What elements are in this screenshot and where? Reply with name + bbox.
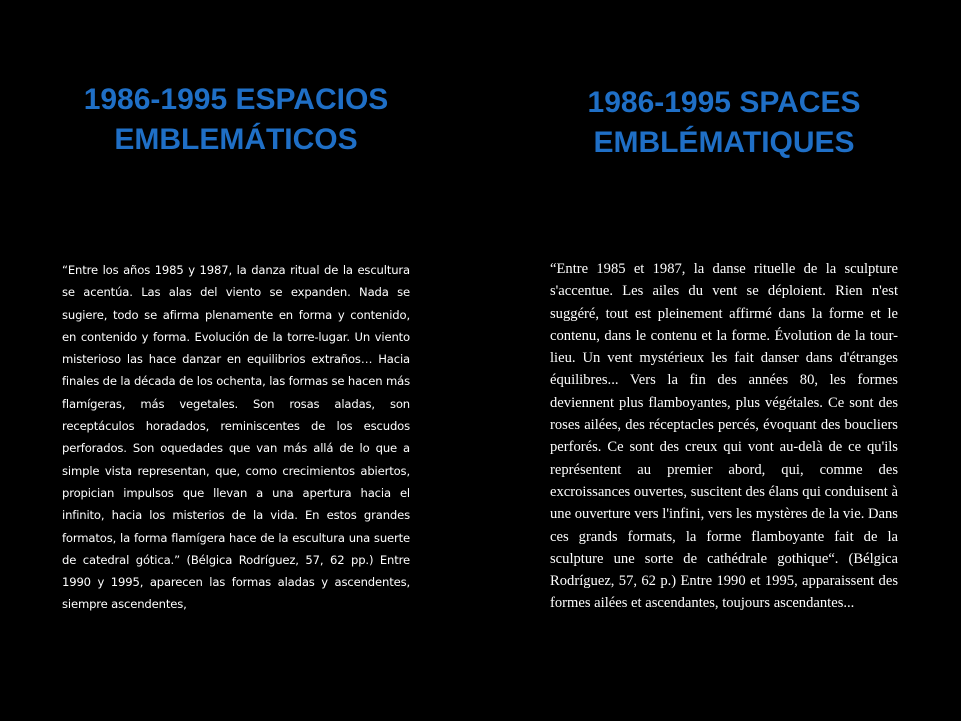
french-title: 1986-1995 SPACES EMBLÉMATIQUES bbox=[587, 86, 861, 159]
spanish-title: 1986-1995 ESPACIOS EMBLEMÁTICOS bbox=[83, 83, 389, 156]
french-body-text: “Entre 1985 et 1987, la danse rituelle de la sculpture s'accentue. Les ailes du vent se déploient. Rien n'est suggéré, tout est pleinement affirmé dans la forme et le contenu, dans le contenu et la forme. Évolution de la tour-lieu. Un vent mystérieux les fait danser dans d'étranges équilibres... Vers la fin des années 80, les formes deviennent plus flamboyantes, plus végétales. Ce sont des roses ailées, des réceptacles percés, évoquant des boucliers perforés. Ce sont des creux qui vont au-delà de ce qu'ils représentent au premier abord, qui, comme des excroissances ouvertes, suscitent des élans qui conduisent à une ouverture vers l'infini, vers les mystères de la vie. Dans ces grands formats, la forme flamboyante fait de la sculpture une sorte de cathédrale gothique“. (Bélgica Rodríguez, 57, 62 p.) Entre 1990 et 1995, apparaissent des formes ailées et ascendantes, toujours ascendantes... bbox=[550, 261, 898, 612]
spanish-body-text: “Entre los años 1985 y 1987, la danza ritual de la escultura se acentúa. Las alas del viento se expanden. Nada se sugiere, todo se afirma plenamente en forma y contenido, en contenido y forma. Evolución de la torre-lugar. Un viento misterioso las hace danzar en equilibrios extraños… Hacia finales de la década de los ochenta, las formas se hacen más flamígeras, más vegetales. Son rosas aladas, son receptáculos horadados, reminiscentes de los escudos perforados. Son oquedades que van más allá de lo que a simple vista representan, que, como crecimientos abiertos, propician impulsos que llevan a una apertura hacia el infinito, hacia los misterios de la vida. En estos grandes formatos, la forma flamígera hace de la escultura una suerte de catedral gótica.” (Bélgica Rodríguez, 57, 62 pp.) Entre 1990 y 1995, aparecen las formas aladas y ascendentes, siempre ascendentes, bbox=[62, 263, 410, 612]
